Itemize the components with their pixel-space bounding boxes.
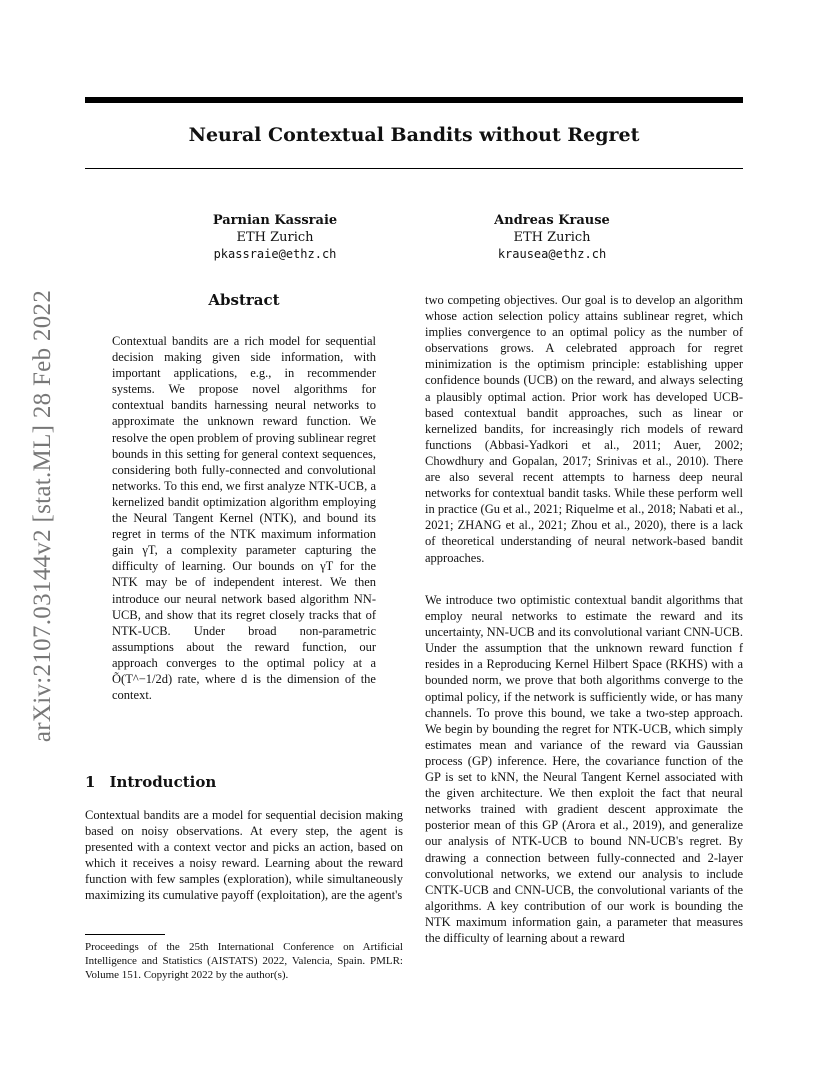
section-number: 1: [85, 773, 96, 791]
author-block-2: [432, 212, 672, 263]
right-column-paragraph-2: We introduce two optimistic contextual bandit algorithms that employ neural networks to estimate the reward and its uncertainty, NN-UCB and its convolutional variant CNN-UCB. Under the assumption that the unknown reward function f resides in a Reproducing Kernel Hilbert Space (RKHS) with a bounded norm, we prove that both algorithms converge to the optimal policy, if the network is sufficiently wide, or has many channels. To prove this bound, we take a two-step approach. We begin by bounding the regret for NTK-UCB, which simply estimates mean and variance of the reward via Gaussian process (GP) inference. Here, the covariance function of the GP is set to kNN, the Neural Tangent Kernel associated with the given architecture. We then exploit the fact that neural networks trained with gradient descent approximate the posterior mean of this GP (Arora et al., 2019), and generalize our analysis of NTK-UCB to bound NN-UCB's regret. By drawing a connection between fully-connected and 2-layer convolutional networks, we extend our analysis to include CNTK-UCB and CNN-UCB, the convolutional variants of the algorithms. A key contribution of our work is bounding the NTK maximum information gain, a parameter that measures the difficulty of learning about a reward: [425, 593, 743, 945]
author-affiliation: ETH Zurich: [513, 230, 591, 245]
footnote-rule: [85, 934, 165, 935]
paper-title: Neural Contextual Bandits without Regret: [188, 124, 640, 146]
author-block-1: [155, 212, 395, 263]
author-email: krausea@ethz.ch: [497, 247, 607, 261]
author-name: Parnian Kassraie: [212, 213, 338, 228]
footnote: Proceedings of the 25th International Conference on Artificial Intelligence and Statistics (AISTATS) 2022, Valencia, Spain. PMLR: Volume 151. Copyright 2022 by the author(s).: [85, 941, 403, 982]
top-rule: [85, 97, 743, 103]
section-title: Introduction: [109, 773, 217, 791]
arxiv-identifier: arXiv:2107.03144v2 [stat.ML] 28 Feb 2022: [29, 289, 56, 743]
intro-paragraph: Contextual bandits are a model for sequential decision making based on noisy observations. At every step, the agent is presented with a context vector and picks an action, based on which it receives a noisy reward. Learning about the reward function with few samples (exploration), while simultaneously maximizing its cumulative payoff (exploitation), are the agent's: [85, 808, 403, 903]
author-email: pkassraie@ethz.ch: [213, 247, 337, 261]
author-affiliation: ETH Zurich: [236, 230, 314, 245]
title-bottom-rule: [85, 168, 743, 169]
right-column-paragraph-1: two competing objectives. Our goal is to develop an algorithm whose action selection policy attains sublinear regret, which implies convergence to an optimal policy as the number of observations grows. A celebrated approach for regret minimization is the optimism principle: establishing upper confidence bounds (UCB) on the reward, and always selecting a plausibly optimal action. Prior work has developed UCB-based contextual bandit approaches, such as linear or kernelized bandits, for increasingly rich models of reward functions (Abbasi-Yadkori et al., 2011; Auer, 2002; Chowdhury and Gopalan, 2017; Srinivas et al., 2010). There are also several recent attempts to harness deep neural networks for contextual bandit tasks. While these perform well in practice (Gu et al., 2021; Riquelme et al., 2018; Nabati et al., 2021; ZHANG et al., 2021; Zhou et al., 2020), there is a lack of theoretical understanding of neural network-based bandit approaches.: [425, 293, 743, 565]
section-heading: [85, 773, 216, 791]
author-name: Andreas Krause: [494, 213, 610, 228]
abstract-heading: Abstract: [208, 291, 280, 309]
abstract-text: Contextual bandits are a rich model for sequential decision making given side information, with important applications, e.g., in recommender systems. We propose novel algorithms for contextual bandits harnessing neural networks to approximate the unknown reward function. We resolve the open problem of proving sublinear regret bounds in this setting for general context sequences, considering both fully-connected and convolutional networks. To this end, we first analyze NTK-UCB, a kernelized bandit optimization algorithm employing the Neural Tangent Kernel (NTK), and bound its regret in terms of the NTK maximum information gain γT, a complexity parameter capturing the difficulty of learning. Our bounds on γT for the NTK may be of independent interest. We then introduce our neural network based algorithm NN-UCB, and show that its regret closely tracks that of NTK-UCB. Under broad non-parametric assumptions about the reward function, our approach converges to the optimal policy at a Õ(T^−1/2d) rate, where d is the dimension of the context.: [112, 334, 376, 703]
